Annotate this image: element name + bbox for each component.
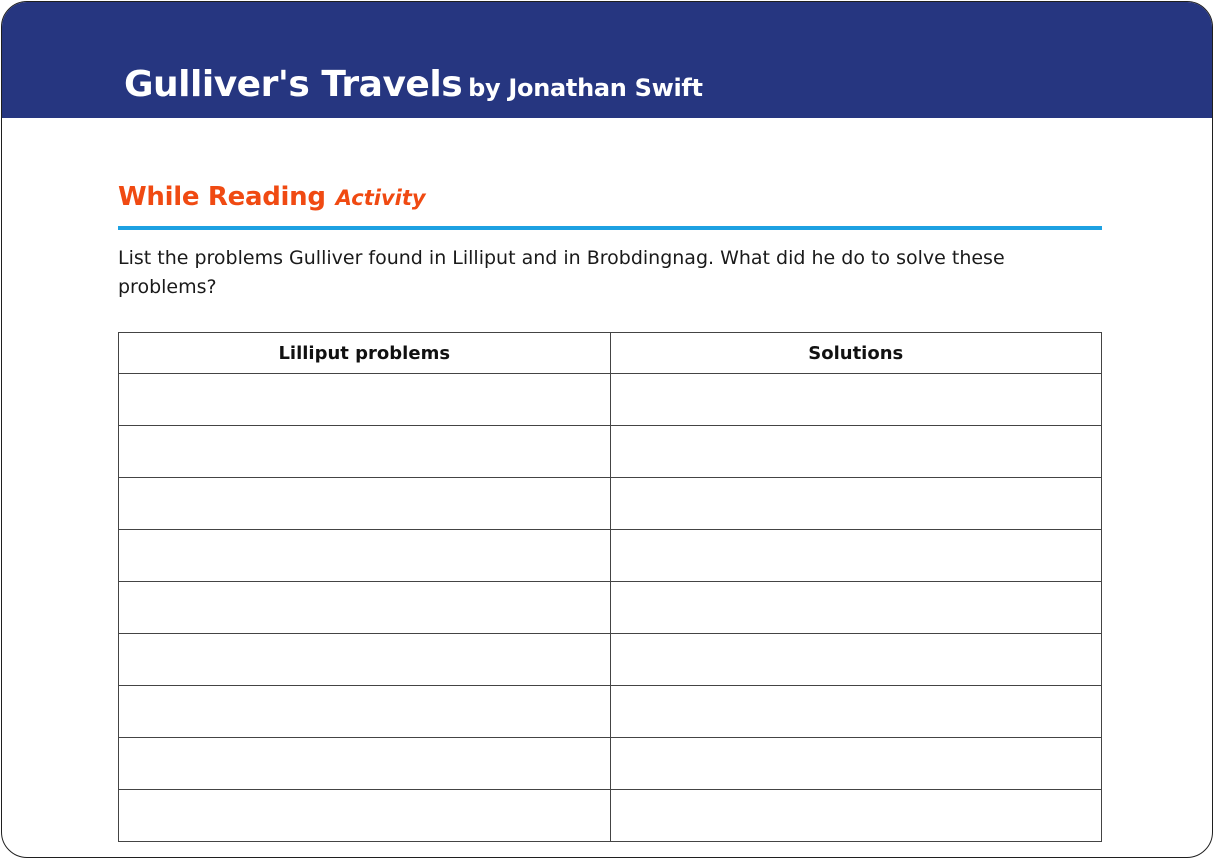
book-author: by Jonathan Swift: [468, 74, 703, 102]
problem-cell[interactable]: [119, 426, 611, 478]
solution-cell[interactable]: [610, 790, 1102, 842]
column-header-lilliput-problems: Lilliput problems: [119, 333, 611, 374]
title-banner: [2, 2, 1212, 118]
book-title: Gulliver's Travels: [124, 64, 463, 105]
solution-cell[interactable]: [610, 582, 1102, 634]
problems-solutions-table: [118, 332, 1102, 842]
solution-cell[interactable]: [610, 686, 1102, 738]
problem-cell[interactable]: [119, 738, 611, 790]
problem-cell[interactable]: [119, 582, 611, 634]
section-heading-main: While Reading: [118, 182, 326, 212]
table-row: [119, 582, 1102, 634]
table-row: [119, 478, 1102, 530]
instructions-text: List the problems Gulliver found in Lilliput and in Brobdingnag. What did he do to solve these problems?: [118, 247, 1005, 298]
table-row: [119, 738, 1102, 790]
table-row: [119, 686, 1102, 738]
problem-cell[interactable]: [119, 686, 611, 738]
section-divider: [118, 226, 1102, 230]
table-row: [119, 374, 1102, 426]
column-header-solutions: Solutions: [610, 333, 1102, 374]
worksheet-card: [1, 1, 1213, 858]
section-heading: [118, 182, 426, 212]
table-row: [119, 426, 1102, 478]
problem-cell[interactable]: [119, 634, 611, 686]
solution-cell[interactable]: [610, 478, 1102, 530]
solution-cell[interactable]: [610, 426, 1102, 478]
solution-cell[interactable]: [610, 738, 1102, 790]
problem-cell[interactable]: [119, 374, 611, 426]
problem-cell[interactable]: [119, 530, 611, 582]
problem-cell[interactable]: [119, 790, 611, 842]
problem-cell[interactable]: [119, 478, 611, 530]
solution-cell[interactable]: [610, 374, 1102, 426]
table-header-row: [119, 333, 1102, 374]
worksheet-title: [124, 64, 703, 105]
section-heading-suffix: Activity: [335, 186, 426, 210]
table-row: [119, 530, 1102, 582]
solution-cell[interactable]: [610, 530, 1102, 582]
table-row: [119, 634, 1102, 686]
solution-cell[interactable]: [610, 634, 1102, 686]
table-row: [119, 790, 1102, 842]
